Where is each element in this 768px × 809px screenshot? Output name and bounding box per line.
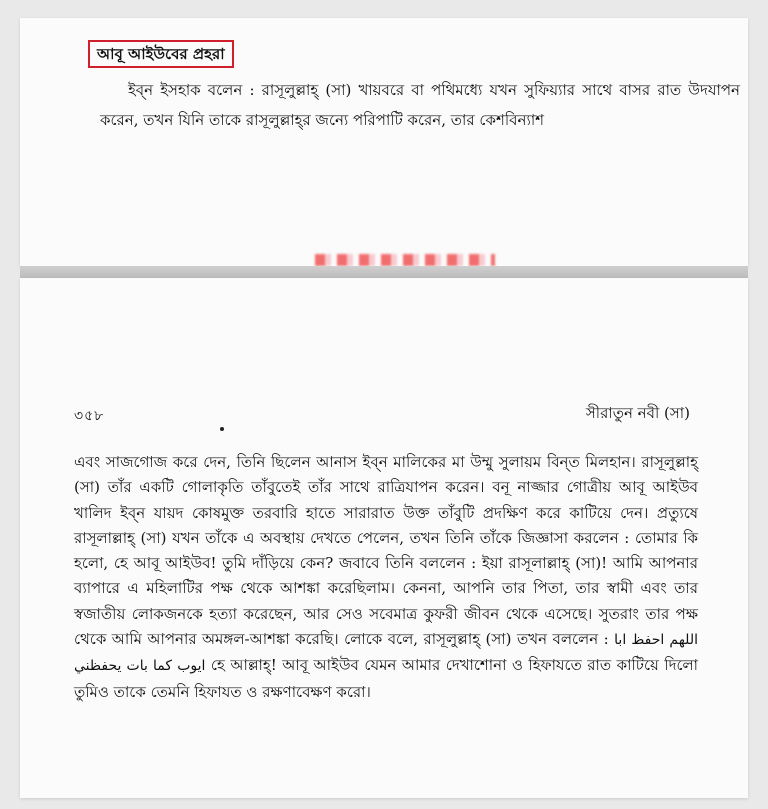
- watermark-smudge: [315, 254, 495, 266]
- top-page: [20, 18, 748, 266]
- top-paragraph: [100, 75, 740, 135]
- running-head: সীরাতুন নবী (সা): [585, 404, 690, 422]
- body-text-before-arabic: এবং সাজগোজ করে দেন, তিনি ছিলেন আনাস ইব্‌ন মালিকের মা উম্মু সুলায়ম বিন্‌ত মিলহান। রাসূলুল্লাহ্ (সা) তাঁর একটি গোলাকৃতি তাঁবুতেই তাঁর সাথে রাত্রিযাপন করেন। বনূ নাজ্জার গোত্রীয় আবূ আইউব খালিদ ইব্‌ন যায়দ কোষমুক্ত তরবারি হাতে সারারাত উক্ত তাঁবুটি প্রদক্ষিণ করে কাটিয়ে দেন। প্রত্যুষে রাসূলাল্লাহ্ (সা) যখন তাঁকে এ অবস্থায় দেখতে পেলেন, তখন তিনি তাঁকে জিজ্ঞাসা করলেন : তোমার কি হলো, হে আবূ আইউব! তুমি দাঁড়িয়ে কেন? জবাবে তিনি বললেন : ইয়া রাসূলাল্লাহ্ (সা)! আমি আপনার ব্যাপারে এ মহিলাটির পক্ষ থেকে আশঙ্কা করেছিলাম। কেননা, আপনি তার পিতা, তার স্বামী এবং তার স্বজাতীয় লোকজনকে হত্যা করেছেন, আর সেও সবেমাত্র কুফরী জীবন থেকে এসেছে। সুতরাং তার পক্ষ থেকে আমি আপনার অমঙ্গল-আশঙ্কা করেছি। লোকে বলে, রাসূলুল্লাহ্ (সা) তখন বললেন :: [74, 453, 698, 649]
- page-number: ৩৫৮: [74, 408, 105, 424]
- section-title: আবূ আইউবের প্রহরা: [88, 40, 234, 68]
- bottom-page: [20, 278, 748, 798]
- ink-dot: [220, 427, 224, 431]
- body-paragraph: [74, 450, 698, 705]
- top-paragraph-text: ইব্‌ন ইসহাক বলেন : রাসূলুল্লাহ্ (সা) খায়বরে বা পথিমধ্যে যখন সুফিয়্যার সাথে বাসর রাত উদযাপন করেন, তখন যিনি তাকে রাসূলুল্লাহ্‌র জন্যে পরিপাটি করেন, তার কেশবিন্যাশ: [100, 81, 740, 129]
- arabic-prayer: اللهم احفظ ابا ايوب كما بات يحفظني: [74, 632, 698, 675]
- body-text-after-arabic: হে আল্লাহ্! আবূ আইউব যেমন আমার দেখাশোনা ও হিফাযতে রাত কাটিয়ে দিলো তুমিও তাকে তেমনি হিফাযত ও রক্ষণাবেক্ষণ করো।: [74, 656, 699, 701]
- page-divider: [20, 266, 748, 278]
